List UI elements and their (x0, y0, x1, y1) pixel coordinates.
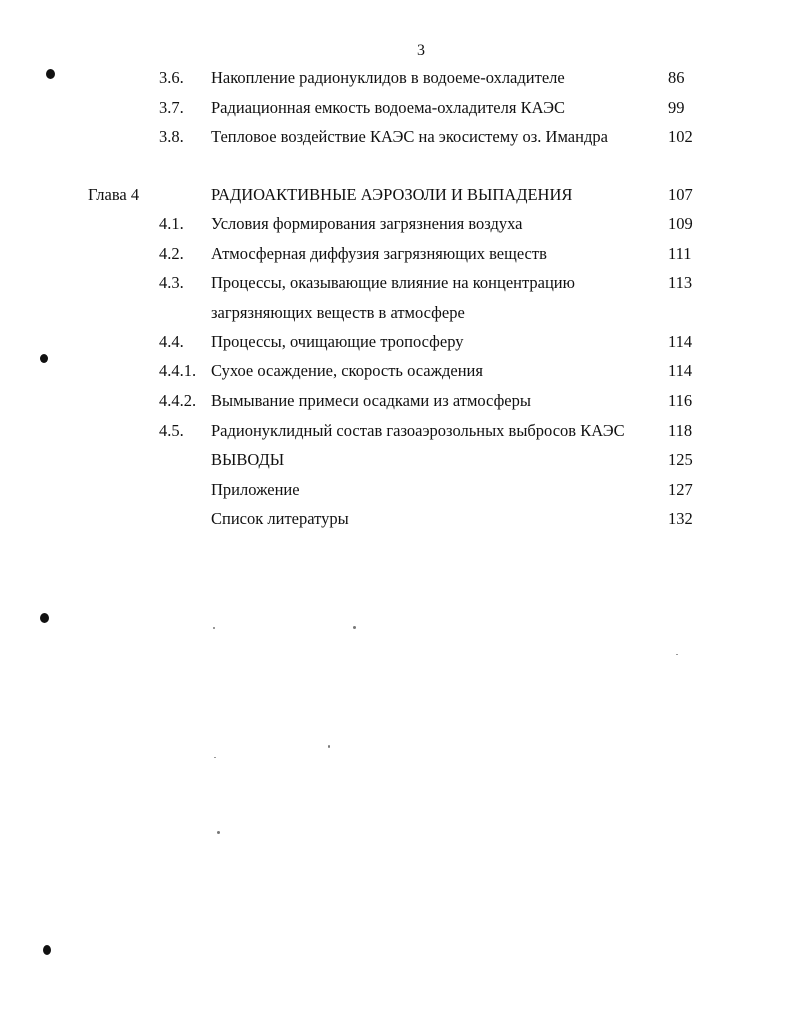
toc-section-title: ВЫВОДЫ (211, 450, 285, 469)
toc-section-number: 3.6. (159, 68, 184, 87)
toc-entry (0, 331, 794, 353)
toc-page-number: 113 (668, 273, 693, 292)
toc-section-title: Список литературы (211, 509, 349, 528)
toc-entry-continuation (0, 302, 794, 324)
toc-section-title: Процессы, оказывающие влияние на концентрацию (211, 273, 575, 292)
punch-hole-mark (46, 69, 55, 79)
toc-entry (0, 213, 794, 235)
scan-speck (214, 757, 216, 758)
toc-section-title: Сухое осаждение, скорость осаждения (211, 361, 483, 380)
toc-section-number: 3.8. (159, 127, 184, 146)
toc-section-title: Радионуклидный состав газоаэрозольных выбросов КАЭС (211, 421, 625, 440)
toc-chapter-label: Глава 4 (88, 185, 140, 204)
toc-section-number: 4.4.1. (159, 361, 197, 380)
toc-page-number: 116 (668, 391, 693, 410)
toc-section-title: Атмосферная диффузия загрязняющих веществ (211, 244, 547, 263)
toc-page-number: 107 (668, 185, 693, 204)
toc-entry (0, 508, 794, 530)
toc-chapter-title: РАДИОАКТИВНЫЕ АЭРОЗОЛИ И ВЫПАДЕНИЯ (211, 185, 573, 204)
toc-page-number: 109 (668, 214, 693, 233)
toc-section-number: 4.2. (159, 244, 184, 263)
toc-entry (0, 97, 794, 119)
toc-section-number: 4.4. (159, 332, 184, 351)
toc-entry (0, 420, 794, 442)
toc-page-number: 114 (668, 332, 693, 351)
punch-hole-mark (40, 613, 49, 623)
toc-section-title: Тепловое воздействие КАЭС на экосистему оз. Имандра (211, 127, 608, 146)
scan-speck (328, 745, 330, 748)
scan-speck (353, 626, 356, 629)
scan-speck (217, 831, 220, 834)
page-number: 3 (417, 42, 425, 59)
toc-entry (0, 449, 794, 471)
toc-entry (0, 272, 794, 294)
toc-entry (0, 390, 794, 412)
toc-chapter-entry (0, 184, 794, 206)
toc-page-number: 102 (668, 127, 693, 146)
toc-entry (0, 360, 794, 382)
toc-section-title: Вымывание примеси осадками из атмосферы (211, 391, 531, 410)
scan-speck (676, 654, 678, 655)
toc-section-number: 4.5. (159, 421, 184, 440)
punch-hole-mark (43, 945, 51, 955)
toc-entry (0, 243, 794, 265)
toc-section-title: Условия формирования загрязнения воздуха (211, 214, 523, 233)
toc-section-title: Процессы, очищающие тропосферу (211, 332, 464, 351)
toc-entry (0, 479, 794, 501)
toc-section-number: 4.3. (159, 273, 184, 292)
toc-section-title: Приложение (211, 480, 300, 499)
toc-section-title: Радиационная емкость водоема-охладителя КАЭС (211, 98, 565, 117)
toc-page-number: 127 (668, 480, 693, 499)
toc-page-number: 86 (668, 68, 685, 87)
punch-hole-mark (40, 354, 48, 363)
toc-page-number: 111 (668, 244, 692, 263)
scan-speck (213, 627, 215, 629)
toc-page-number: 132 (668, 509, 693, 528)
toc-section-number: 3.7. (159, 98, 184, 117)
toc-entry (0, 67, 794, 89)
toc-section-number: 4.1. (159, 214, 184, 233)
toc-page-number: 125 (668, 450, 693, 469)
toc-section-title: Накопление радионуклидов в водоеме-охладителе (211, 68, 565, 87)
toc-entry (0, 126, 794, 148)
toc-page-number: 99 (668, 98, 685, 117)
toc-section-number: 4.4.2. (159, 391, 197, 410)
toc-section-title: загрязняющих веществ в атмосфере (211, 303, 465, 322)
toc-page-number: 118 (668, 421, 693, 440)
toc-page-number: 114 (668, 361, 693, 380)
